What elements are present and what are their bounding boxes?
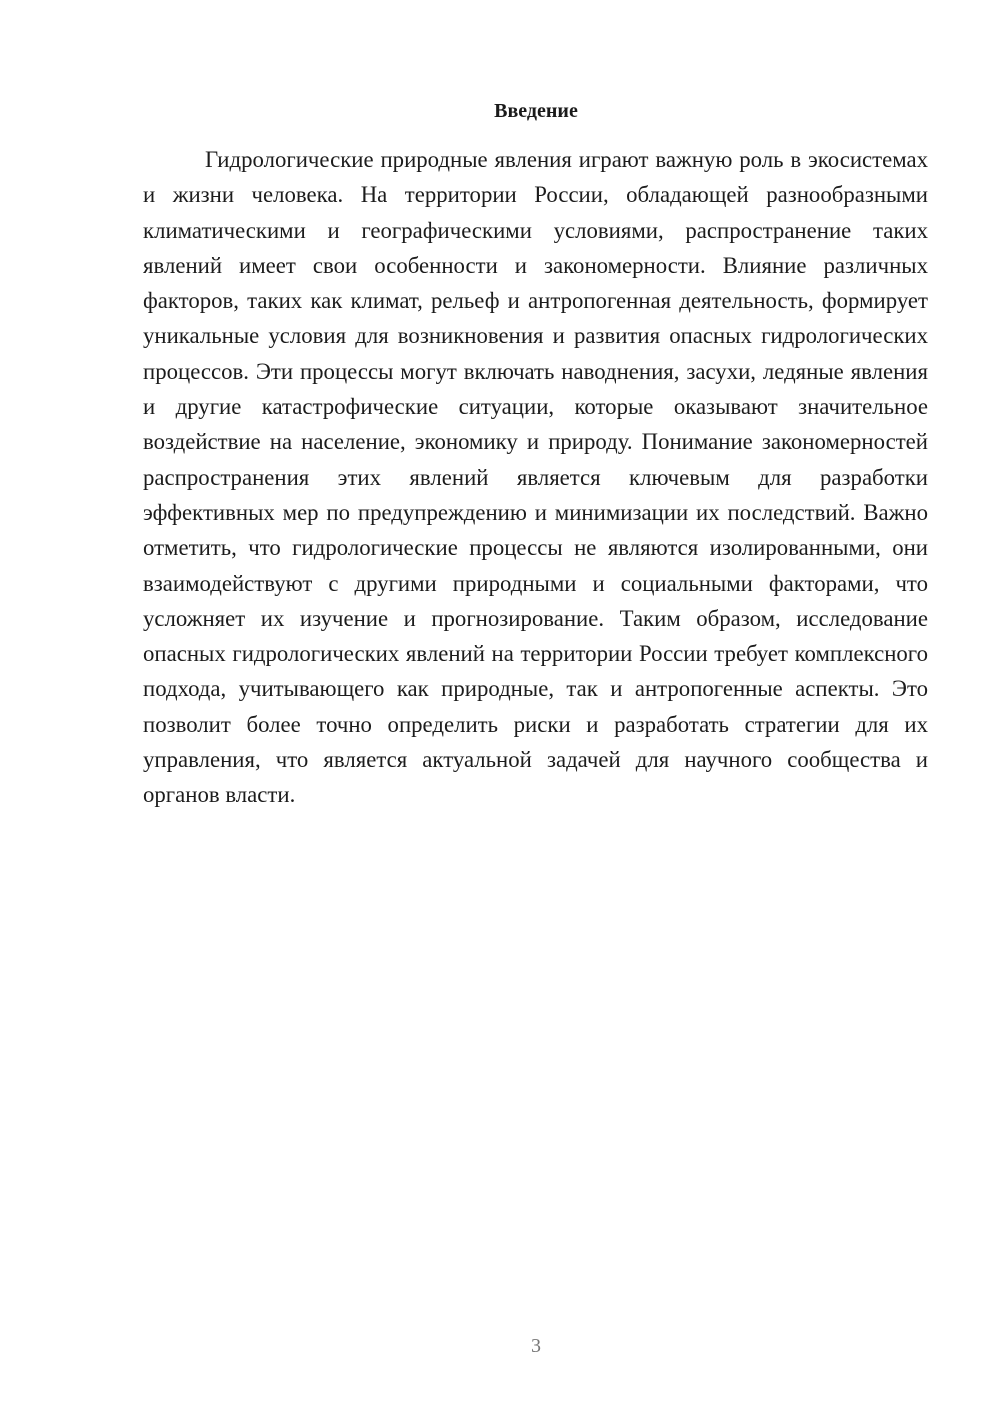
body-paragraph: Гидрологические природные явления играют важную роль в экосистемах и жизни человека. На территории России, обладающей разнообразными климатическими и географическими условиями, распространение таких явлений имеет свои особенности и закономерности. Влияние различных факторов, таких как климат, рельеф и антропогенная деятельность, формирует уникальные условия для возникновения и развития опасных гидрологических процессов. Эти процессы могут включать наводнения, засухи, ледяные явления и другие катастрофические ситуации, которые оказывают значительное воздействие на население, экономику и природу. Понимание закономерностей распространения этих явлений является ключевым для разработки эффективных мер по предупреждению и минимизации их последствий. Важно отметить, что гидрологические процессы не являются изолированными, они взаимодействуют с другими природными и социальными факторами, что усложняет их изучение и прогнозирование. Таким образом, исследование опасных гидрологических явлений на территории России требует комплексного подхода, учитывающего как природные, так и антропогенные аспекты. Это позволит более точно определить риски и разработать стратегии для их управления, что является актуальной задачей для научного сообщества и органов власти.: [143, 147, 928, 808]
page-number: 3: [531, 1335, 541, 1357]
section-heading: Введение: [494, 100, 578, 122]
